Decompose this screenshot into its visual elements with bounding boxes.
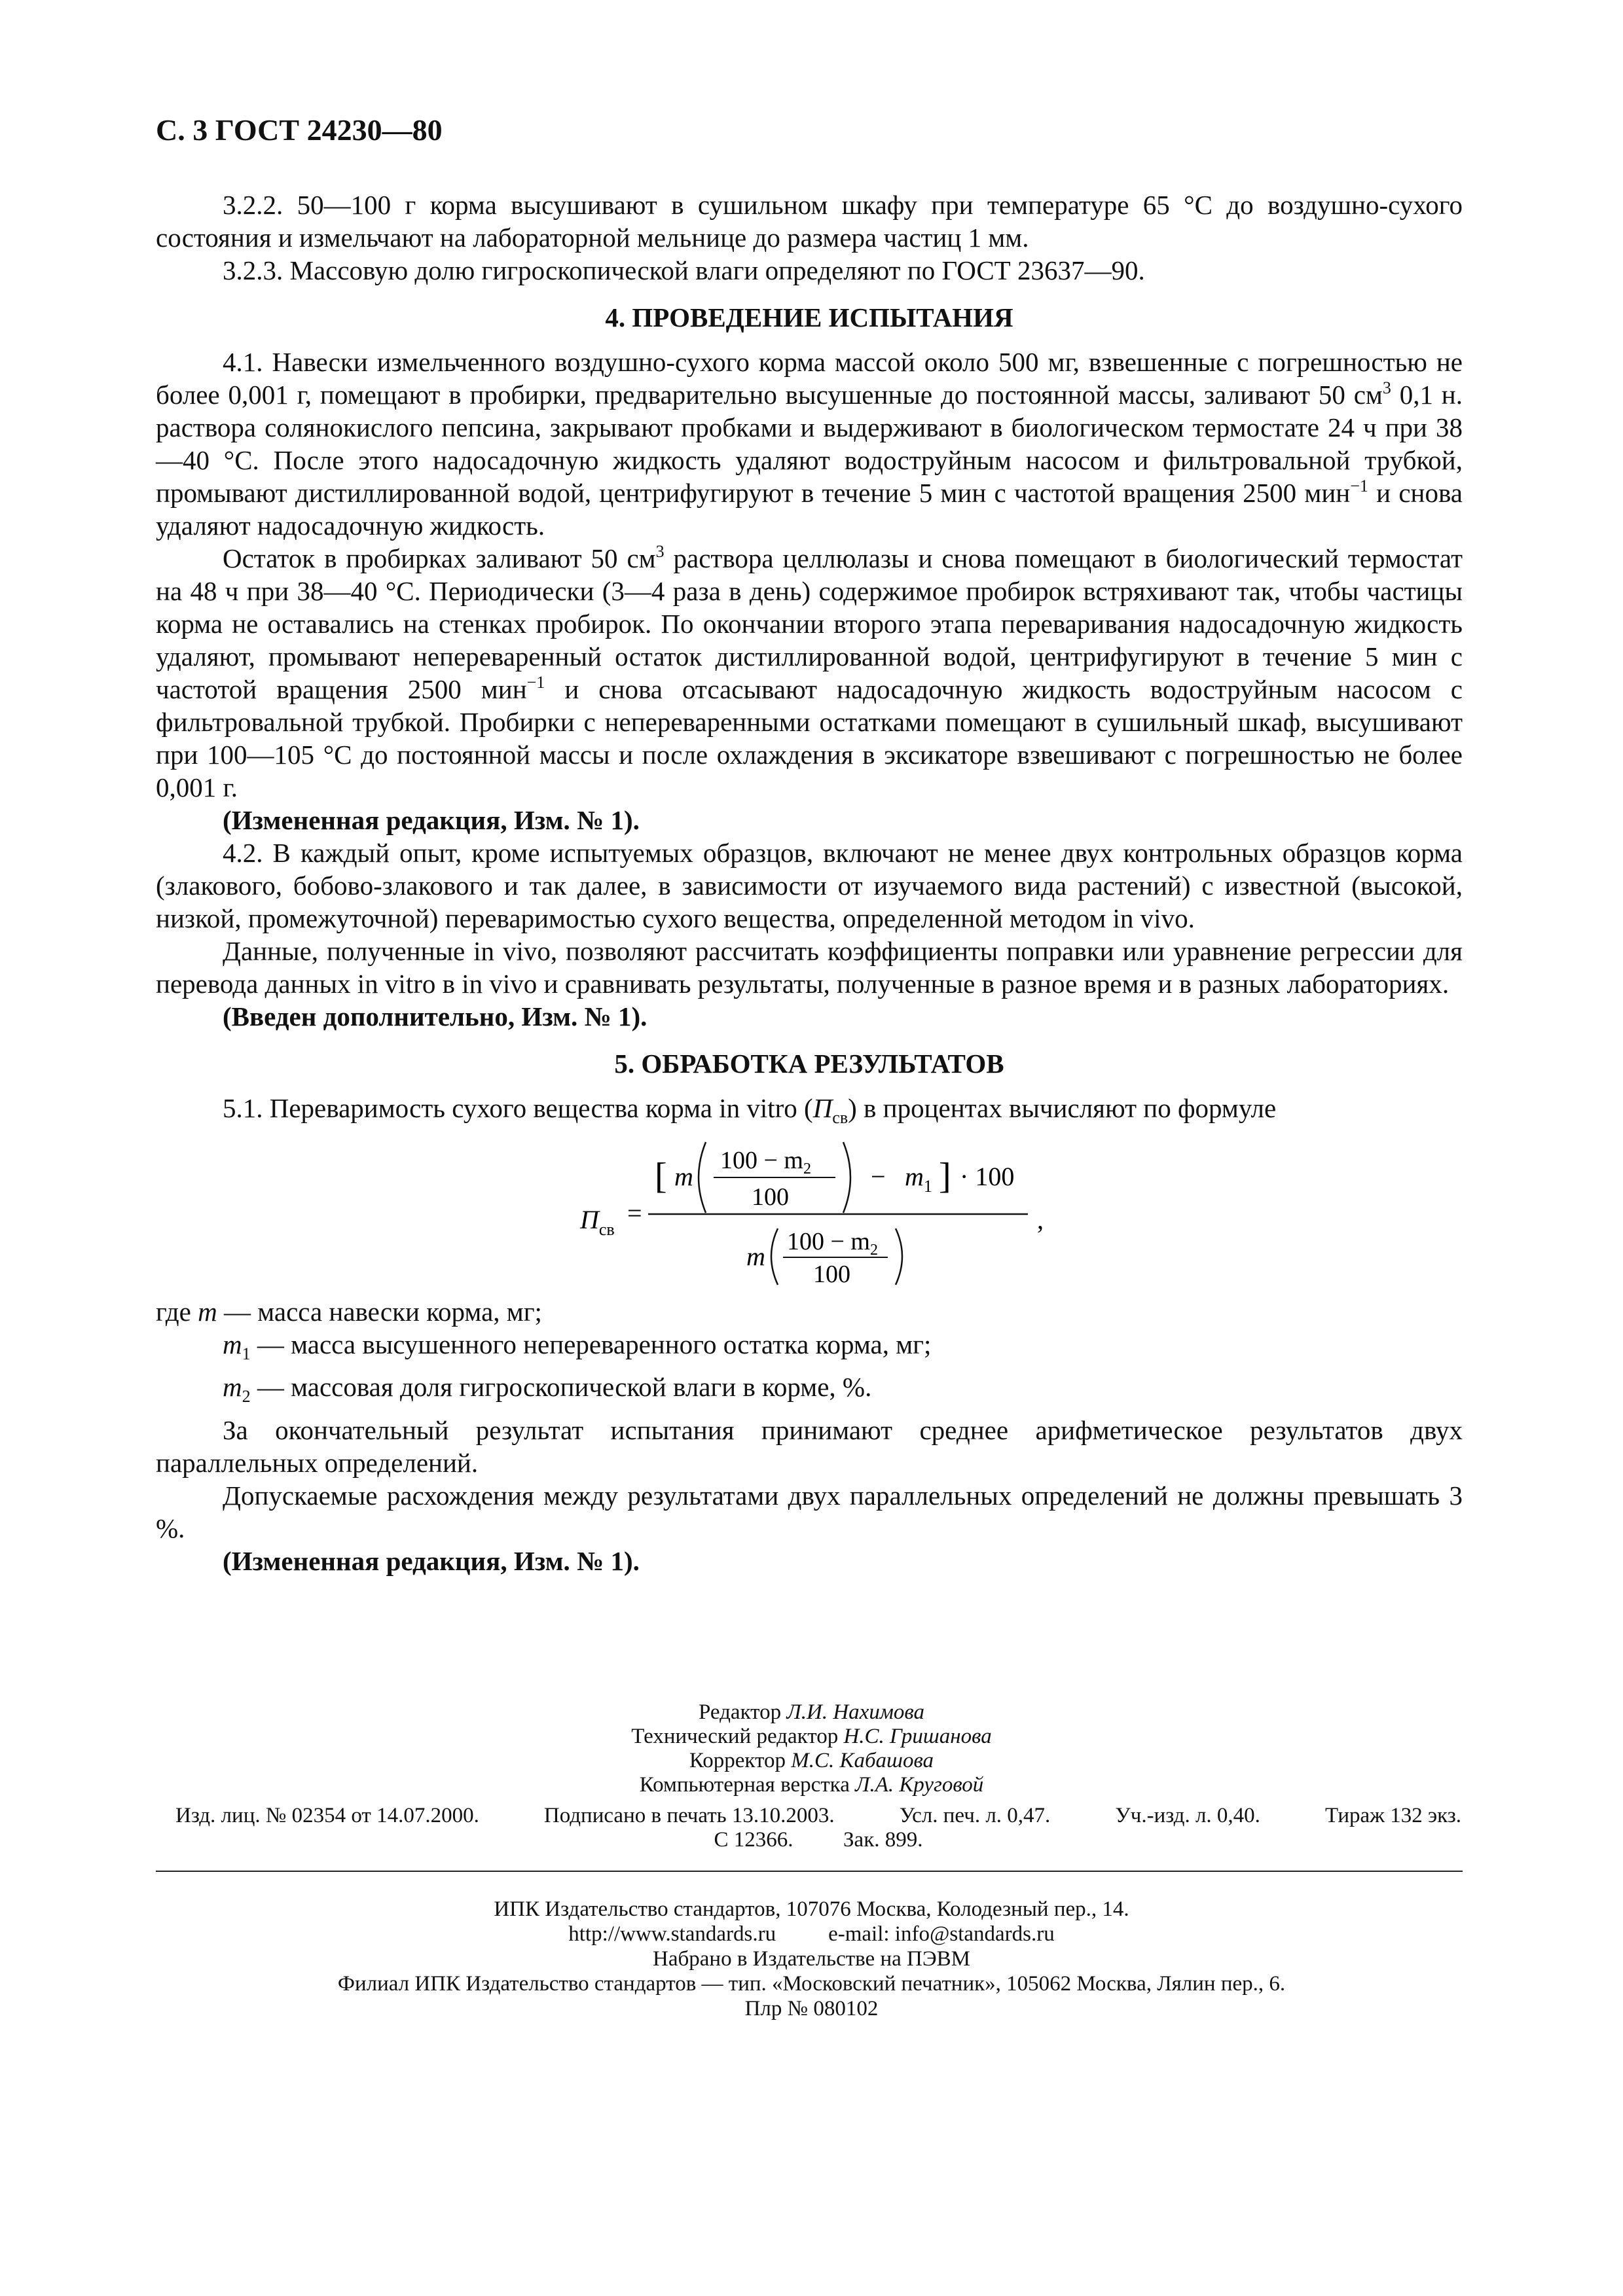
subscript: св [832,1108,848,1128]
numerator-m1: $m_1$ [905,1162,932,1196]
denominator-frac-bottom: 100 [813,1261,850,1289]
publication-info [175,1804,1461,1852]
formula-lhs-sub: св [598,1220,615,1240]
numerator-paren-right [843,1142,850,1213]
paragraph-3-2-2: 3.2.2. 50—100 г корма высушивают в сушильном шкафу при температуре 65 °С до воздушно-сухого состояния и измельчают на лабораторной мельнице до размера частиц 1 мм. [156,190,1463,253]
paragraph-4-1-continued [156,542,1463,804]
numerator-bracket-right: ] [939,1156,951,1197]
formula-lhs: $П_{св}$ [580,1205,615,1240]
email-link[interactable]: e-mail: info@standards.ru [828,1922,1055,1946]
section-5-title: 5. ОБРАБОТКА РЕЗУЛЬТАТОВ [614,1049,1004,1079]
legend-symbol: m [198,1297,217,1327]
legend-symbol: m [223,1372,242,1403]
order-number: Зак. 899. [843,1828,923,1852]
page-header: С. 3 ГОСТ 24230—80 [156,113,443,147]
paragraph-5-1 [156,1092,1463,1134]
legend-text: — масса навески корма, мг; [217,1297,542,1327]
credit-corrector: Корректор М.С. Кабашова [689,1749,934,1772]
text: раствора целлюлазы и снова помещают в биологический термостат на 48 ч при 38—40 °С. Периодически (3—4 раза в день) содержимое пробирок встряхивают так, чтобы частицы корма не оставались на стенках пробирок. По окончании второго этапа переваривания надосадочную жидкость удаляют, промывают непереваренный остаток дистиллированной водой, центрифугируют в течение 5 мин с частотой вращения 2500 мин [156,543,1463,704]
formula-comma: , [1037,1205,1044,1235]
legend-text: — массовая доля гигроскопической влаги в корме, %. [250,1372,872,1403]
legend-item [156,1371,1463,1413]
numerator-minus: − [871,1162,886,1192]
credit-editor: Редактор Л.И. Нахимова [699,1700,924,1724]
plr-number: Плр № 080102 [744,1997,879,2020]
editorial-credits [0,1700,1623,1797]
legend-symbol: m [223,1329,242,1360]
credit-tech-editor: Технический редактор Н.С. Гришанова [631,1725,992,1748]
denominator-paren-left [771,1229,778,1285]
publisher-footer [0,1897,1623,2021]
print-run: Тираж 132 экз. [1325,1804,1461,1827]
signed-date: Подписано в печать 13.10.2003. [543,1804,835,1827]
section-4-title: 4. ПРОВЕДЕНИЕ ИСПЫТАНИЯ [605,302,1013,332]
c-number: С 12366. [714,1828,793,1852]
document-body [156,188,1463,1577]
text: и снова отсасывают надосадочную жидкость водоструйным насосом с фильтровальной трубкой. Пробирки с непереваренными остатками помещают в сушильный шкаф, высушивают при 100—105 °С до постоянной массы и после охлаждения в эксикаторе взвешивают с погрешностью не более 0,001 г. [156,674,1463,802]
paragraph-4-2-continued: Данные, полученные in vivo, позволяют рассчитать коэффициенты поправки или уравнение регрессии для перевода данных in vitro в in vivo и сравнивать результаты, полученные в разное время и в разных лабораториях. [156,936,1463,999]
divider [156,1871,1463,1872]
legend-text: — масса высушенного непереваренного остатка корма, мг; [250,1329,932,1360]
pubinfo-line-1 [175,1804,1461,1828]
superscript: 3 [655,542,665,561]
paragraph-4-1 [156,346,1463,542]
legend-item [156,1295,1463,1328]
amendment-note: (Введен дополнительно, Изм. № 1). [223,1001,647,1031]
text: 0,1 н. раствора солянокислого пепсина, закрывают пробками и выдерживают в биологическом термостате 24 ч при 38—40 °С. После этого надосадочную жидкость удаляют водоструйным насосом и фильтровальной трубкой, промывают дистиллированной водой, центрифугируют в течение 5 мин с частотой вращения 2500 мин [156,380,1463,508]
numerator-times-100: · 100 [960,1162,1015,1192]
denominator-frac-top: $100 - m_2$ [787,1228,878,1259]
typeset-note: Набрано в Издательстве на ПЭВМ [653,1947,970,1971]
publisher-contacts [0,1922,1623,1946]
amendment-note: (Измененная редакция, Изм. № 1). [223,1545,640,1576]
paragraph-final-result: За окончательный результат испытания принимают среднее арифметическое результатов двух параллельных определений. [156,1414,1463,1478]
text: и снова удаляют надосадочную жидкость. [156,478,1463,541]
text: Остаток в пробирках заливают 50 см [223,543,656,573]
denominator-paren-right [896,1229,902,1285]
numerator-paren-left [699,1142,706,1213]
symbol: П [812,1093,833,1123]
inner-frac-bottom: 100 [752,1183,789,1211]
publishing-sheets: Уч.-изд. л. 0,40. [1115,1804,1260,1827]
numerator-bracket-left: [ [655,1156,667,1197]
superscript: 3 [1382,378,1391,397]
text: 5.1. Переваримость сухого вещества корма in vitro ( [223,1093,813,1123]
credit-layout: Компьютерная верстка Л.А. Круговой [639,1773,984,1797]
superscript: −1 [1350,476,1368,495]
text: ) в процентах вычисляют по формуле [848,1093,1277,1123]
legend-subscript: 2 [242,1387,251,1407]
superscript: −1 [526,673,545,692]
digestibility-formula [156,1137,1463,1289]
pubinfo-line-2 [175,1828,1461,1852]
publisher-address: ИПК Издательство стандартов, 107076 Москва, Колодезный пер., 14. [494,1897,1129,1921]
printed-sheets: Усл. печ. л. 0,47. [899,1804,1051,1827]
legend-prefix: где [156,1297,198,1327]
license: Изд. лиц. № 02354 от 14.07.2000. [175,1804,479,1827]
paragraph-4-2: 4.2. В каждый опыт, кроме испытуемых образцов, включают не менее двух контрольных образцов корма (злакового, бобово-злакового и так далее, в зависимости от изучаемого вида растений) с известной (высокой, низкой, промежуточной) переваримостью сухого вещества, определенной методом in vivo. [156,838,1463,933]
formula-legend [156,1295,1463,1413]
amendment-note: (Измененная редакция, Изм. № 1). [223,805,640,835]
legend-item [156,1328,1463,1371]
legend-subscript: 1 [242,1344,251,1364]
paragraph-tolerance: Допускаемые расхождения между результатами двух параллельных определений не должны превышать 3 %. [156,1480,1463,1543]
numerator-m: m [674,1162,693,1192]
printing-house: Филиал ИПК Издательство стандартов — тип. «Московский печатник», 105062 Москва, Лялин пер., 6. [337,1972,1286,1996]
website-link[interactable]: http://www.standards.ru [568,1922,776,1946]
paragraph-3-2-3: 3.2.3. Массовую долю гигроскопической влаги определяют по ГОСТ 23637—90. [223,255,1145,285]
formula-equals: = [627,1198,642,1229]
denominator-m: m [746,1242,765,1272]
inner-frac-top: $100 - m_2$ [720,1147,811,1178]
text: 4.1. Навески измельченного воздушно-сухого корма массой около 500 мг, взвешенные с погрешностью не более 0,001 г, помещают в пробирки, предварительно высушенные до постоянной массы, заливают 50 см [156,347,1463,410]
